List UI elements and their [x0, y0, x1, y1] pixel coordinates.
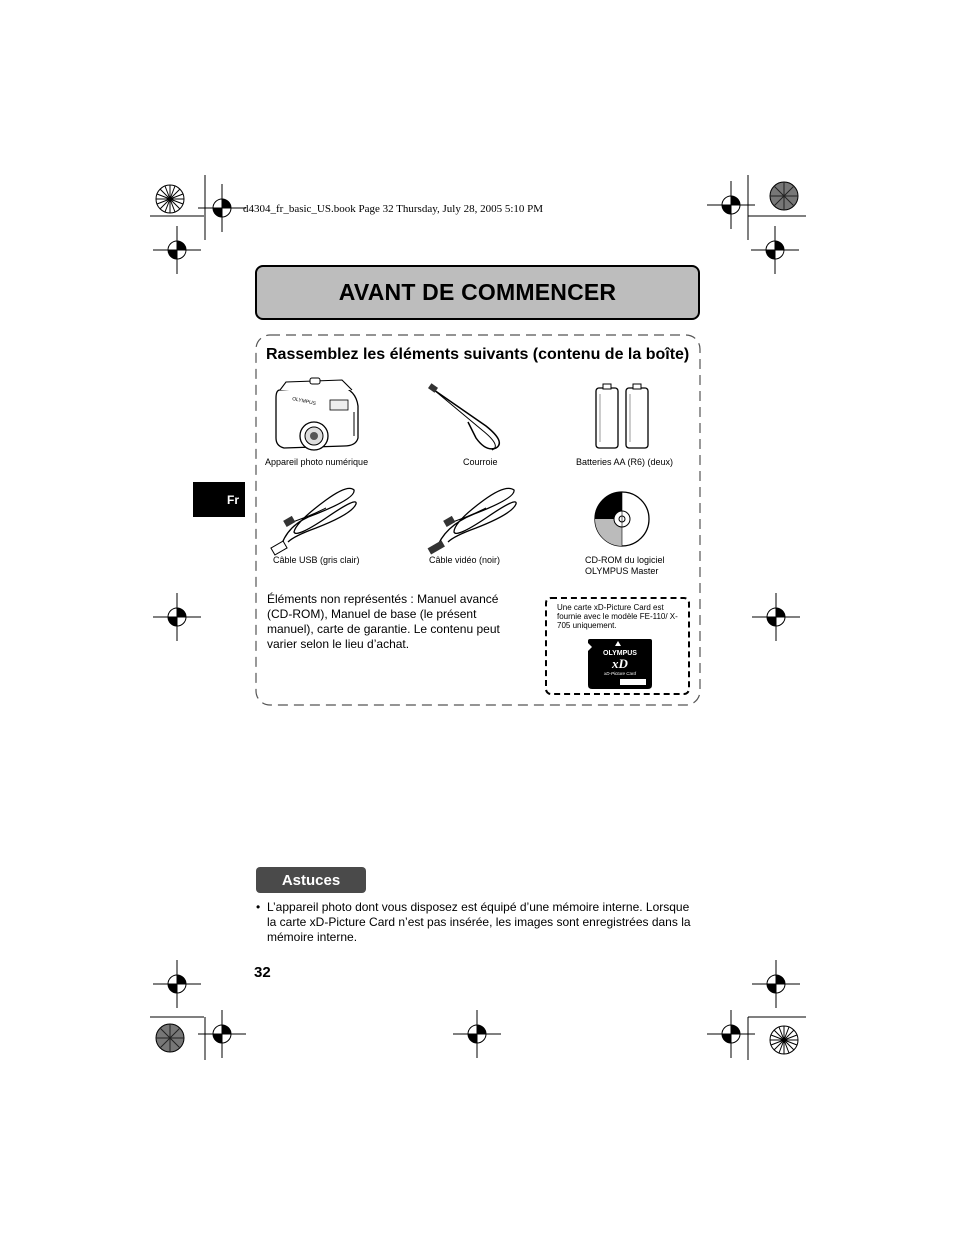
not-shown-note: Éléments non représentés : Manuel avancé (CD-ROM), Manuel de base (le présent manuel), carte de garantie. Le contenu peut varier selon le lieu d’achat.: [267, 592, 500, 651]
xd-card-sub: xD-Picture Card: [603, 671, 637, 676]
item-caption-usb-cable: Câble USB (gris clair): [273, 555, 360, 565]
item-caption-cd-rom: [585, 555, 665, 577]
item-caption-batteries: Batteries AA (R6) (deux): [576, 457, 674, 467]
bullet-icon: •: [256, 900, 261, 914]
batteries-icon: [592, 382, 656, 452]
item-caption-video-cable: Câble vidéo (noir): [429, 555, 501, 565]
box-contents-heading: Rassemblez les éléments suivants (contenu de la boîte): [266, 346, 690, 363]
cd-rom-caption-line2: OLYMPUS Master: [585, 566, 659, 576]
page-title: AVANT DE COMMENCER: [338, 279, 617, 305]
xd-card-brand: OLYMPUS: [603, 650, 637, 657]
cd-rom-icon: [593, 490, 653, 550]
cd-rom-caption-line1: CD-ROM du logiciel: [585, 555, 665, 565]
page-number: 32: [254, 964, 271, 981]
usb-cable-icon: [266, 484, 366, 560]
xd-card-note: Une carte xD-Picture Card est fournie avec le modèle FE-110/ X-705 uniquement.: [557, 603, 678, 630]
page-title-box: [255, 265, 700, 320]
xd-card-icon: [586, 637, 656, 691]
svg-text:OLYMPUS: OLYMPUS: [291, 396, 317, 407]
xd-card-box: [545, 597, 690, 695]
video-cable-icon: [424, 484, 524, 560]
tip-item: [256, 900, 701, 945]
language-tab: Fr: [193, 482, 245, 517]
tips-heading: Astuces: [256, 867, 366, 893]
print-info: d4304_fr_basic_US.book Page 32 Thursday, July 28, 2005 5:10 PM: [243, 203, 544, 215]
tip-text: L’appareil photo dont vous disposez est équipé d’une mémoire interne. Lorsque la carte xD-Picture Card n’est pas insérée, les images sont enregistrées dans la mémoire interne.: [267, 900, 691, 944]
strap-icon: [426, 382, 516, 452]
item-caption-strap: Courroie: [463, 457, 498, 467]
xd-card-logo: xD: [612, 656, 628, 671]
camera-icon: [270, 376, 366, 452]
item-caption-camera: Appareil photo numérique: [265, 457, 369, 467]
